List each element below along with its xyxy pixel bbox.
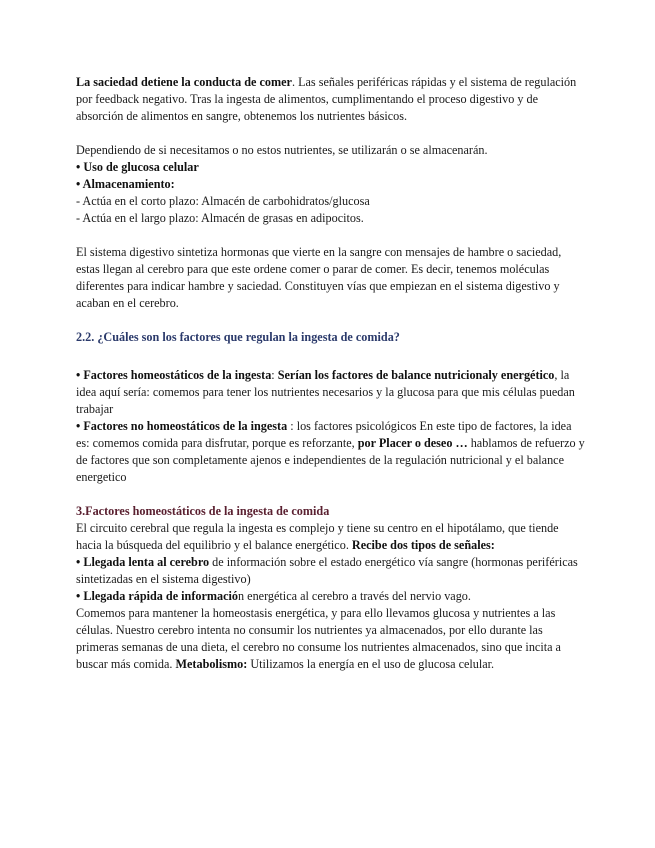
bold-text: Recibe dos tipos de señales:: [351, 538, 495, 552]
bullet-fast-arrival: [76, 588, 586, 605]
section-heading-3: 3.Factores homeostáticos de la ingesta de comida: [76, 504, 330, 518]
bold-text: Metabolismo:: [175, 657, 248, 671]
bold-text: • Llegada rápida de informació: [76, 589, 239, 603]
paragraph-satiety: [76, 74, 586, 125]
paragraph-digestive-hormones: El sistema digestivo sintetiza hormonas que vierte en la sangre con mensajes de hambre o saciedad, estas llegan al cerebro para que este ordene comer o parar de comer. Es decir, tenemos moléculas diferentes para indicar hambre y saciedad. Constituyen vías que empiezan en el sistema digestivo y acaban en el cerebro.: [76, 245, 562, 310]
bold-text: • Uso de glucosa celular: [76, 160, 199, 174]
bold-text: • Llegada lenta al cerebro: [76, 555, 210, 569]
paragraph-non-homeostatic-factors: [76, 418, 586, 469]
dash-short-term: - Actúa en el corto plazo: Almacén de carbohidratos/glucosa: [76, 194, 370, 208]
body-text: , la idea aquí sería: comemos para tener los nutrientes necesarios y la glucosa para que mis células puedan trabajar: [76, 368, 575, 416]
body-text: Comemos para mantener la homeostasis energética, y para ello llevamos glucosa y nutrientes a las células. Nuestro cerebro intenta no consumir los nutrientes ya almacenados, por ello durante las primeras semanas de una dieta, el cerebro no consume los nutrientes almacenados, sino que incita a buscar más comida.: [76, 606, 561, 671]
bold-text: Serían los factores de balance nutricionaly energético: [277, 368, 555, 382]
section-heading-2-2: 2.2. ¿Cuáles son los factores que regulan la ingesta de comida?: [76, 330, 400, 344]
bold-text: por Placer o deseo …: [357, 436, 468, 450]
body-text: . Las señales periféricas rápidas y el sistema de regulación por feedback negativo. Tras la ingesta de alimentos, cumplimentando el proceso digestivo y de absorción de alimentos en sangre, obtenemos los nutrientes básicos.: [76, 75, 577, 123]
dash-long-term: - Actúa en el largo plazo: Almacén de grasas en adipocitos.: [76, 211, 364, 225]
body-text: hablamos de refuerzo y de factores que son completamente ajenos e independientes de la regulación nutricional y el balance: [76, 436, 585, 467]
paragraph-energetic: energetico: [76, 470, 127, 484]
body-text: n energética al cerebro a través del nervio vago.: [238, 589, 471, 603]
body-text: Utilizamos la energía en el uso de glucosa celular.: [247, 657, 495, 671]
bold-text: • Factores homeostáticos de la ingesta: [76, 368, 272, 382]
body-text: de información sobre el estado energético vía sangre (hormonas periféricas sintetizadas en el sistema digestivo): [76, 555, 578, 586]
paragraph-homeostasis: [76, 605, 586, 673]
paragraph-brain-circuit: [76, 520, 586, 554]
body-text: :: [271, 368, 278, 382]
bullet-storage: [76, 176, 586, 193]
bold-text: • Almacenamiento:: [76, 177, 175, 191]
body-text: : los factores psicológicos En este tipo de factores, la idea es: comemos comida para disfrutar, porque es reforzante,: [76, 419, 572, 450]
bold-text: • Factores no homeostáticos de la ingesta: [76, 419, 288, 433]
document-page: [76, 74, 586, 673]
paragraph-nutrients-intro: Dependiendo de si necesitamos o no estos nutrientes, se utilizarán o se almacenarán.: [76, 143, 488, 157]
bold-text: La saciedad detiene la conducta de comer: [76, 75, 292, 89]
body-text: El circuito cerebral que regula la ingesta es complejo y tiene su centro en el hipotálamo, que tiende hacia la búsqueda del equilibrio y el balance energético.: [76, 521, 559, 552]
bullet-glucose-use: [76, 159, 586, 176]
paragraph-homeostatic-factors: [76, 367, 586, 418]
bullet-slow-arrival: [76, 554, 586, 588]
